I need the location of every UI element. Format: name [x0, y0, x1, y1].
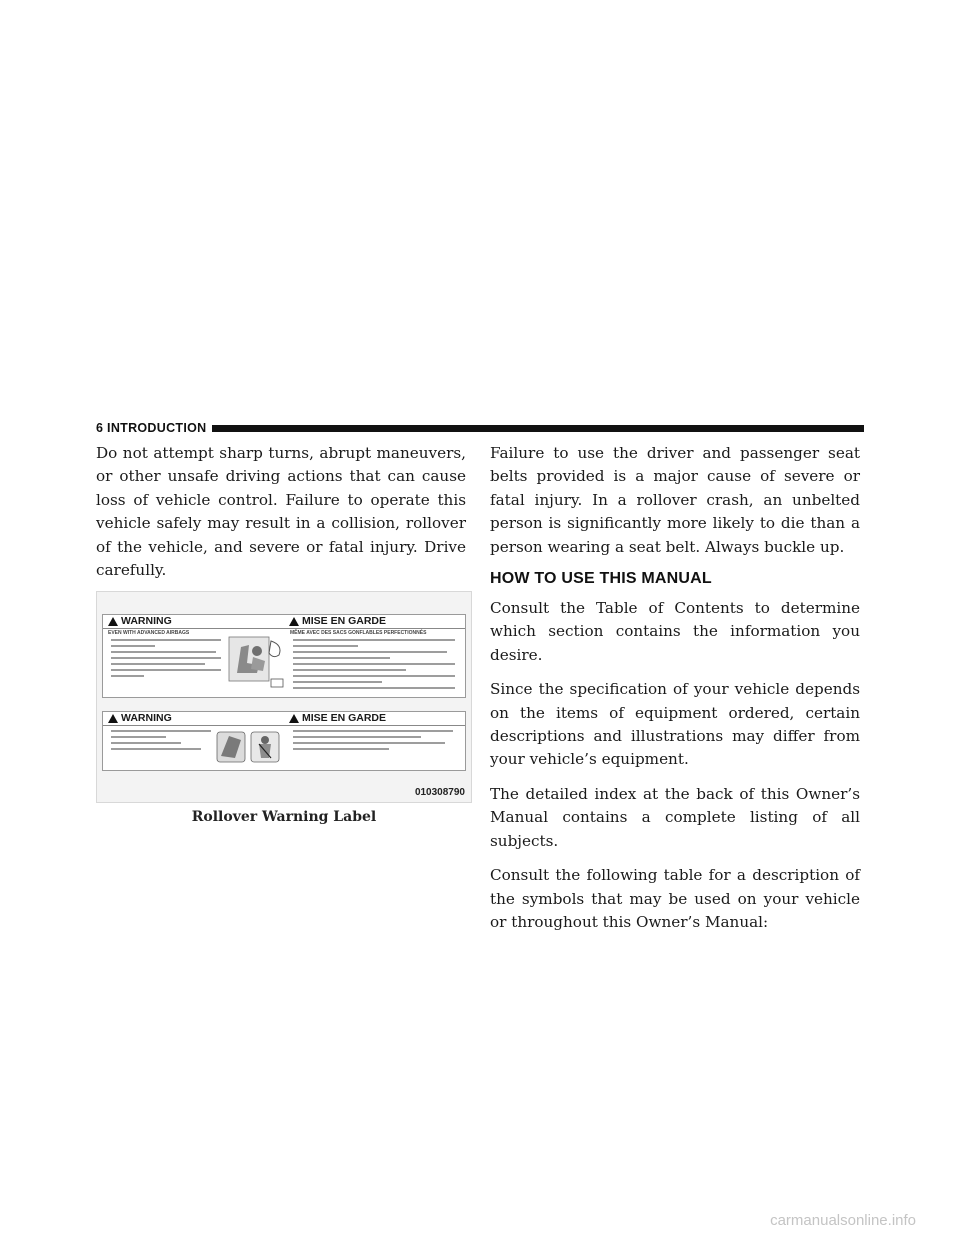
- warning-triangle-icon: [289, 617, 299, 626]
- watermark: carmanualsonline.info: [770, 1212, 916, 1229]
- label-text-lines-fr: [293, 639, 455, 693]
- section-heading: HOW TO USE THIS MANUAL: [490, 570, 712, 588]
- page-number: 6: [96, 421, 104, 435]
- child-seat-airbag-pictogram: [227, 633, 287, 691]
- rollover-warning-sticker: [102, 711, 466, 771]
- specification-paragraph: Since the specification of your vehicle depends on the items of equipment ordered, certain descriptions and illustrations may differ from your vehicle’s equipment.: [490, 680, 860, 769]
- symbols-paragraph: Consult the following table for a description of the symbols that may be used on your vehicle or throughout this Owner’s Manual:: [490, 866, 860, 931]
- body-paragraph: Do not attempt sharp turns, abrupt maneuvers, or other unsafe driving actions that can cause loss of vehicle control. Failure to operate this vehicle safely may result in a collision, rollover of the vehicle, and severe or fatal injury. Drive carefully.: [96, 444, 466, 580]
- figure-caption: Rollover Warning Label: [191, 809, 377, 826]
- rollover-text-lines-fr: [293, 730, 453, 754]
- page-header: [96, 420, 864, 436]
- warning-fr: MISE EN GARDE: [302, 712, 387, 725]
- warning-triangle-icon: [108, 714, 118, 723]
- warning-fr: MISE EN GARDE: [302, 615, 387, 628]
- right-column: [490, 442, 860, 945]
- rollover-warning-label-figure: [96, 591, 472, 803]
- label-subhead-fr: MÊME AVEC DES SACS GONFLABLES PERFECTIONNÉS: [290, 630, 427, 637]
- toc-paragraph: Consult the Table of Contents to determine which section contains the information you desire.: [490, 599, 860, 664]
- page-header-label: [96, 421, 206, 435]
- label-text-lines-en: [111, 639, 221, 681]
- rollover-seatbelt-pictogram: [215, 728, 285, 768]
- airbag-warning-label: [102, 614, 466, 698]
- warning-en: WARNING: [121, 712, 172, 725]
- index-paragraph: The detailed index at the back of this Owner’s Manual contains a complete listing of all subjects.: [490, 784, 860, 850]
- warning-en: WARNING: [121, 615, 172, 628]
- seat-belt-paragraph: Failure to use the driver and passenger seat belts provided is a major cause of severe or fatal injury. In a rollover crash, an unbelted person is significantly more likely to die than a person wearing a seat belt. Always buckle up.: [490, 444, 860, 556]
- warning-triangle-icon: [108, 617, 118, 626]
- header-rule: [212, 425, 864, 432]
- section-title: INTRODUCTION: [107, 421, 207, 435]
- left-column: [96, 442, 466, 825]
- rollover-text-lines-en: [111, 730, 211, 754]
- warning-triangle-icon: [289, 714, 299, 723]
- figure-code: 010308790: [414, 787, 465, 799]
- label-subhead-en: EVEN WITH ADVANCED AIRBAGS: [108, 630, 190, 637]
